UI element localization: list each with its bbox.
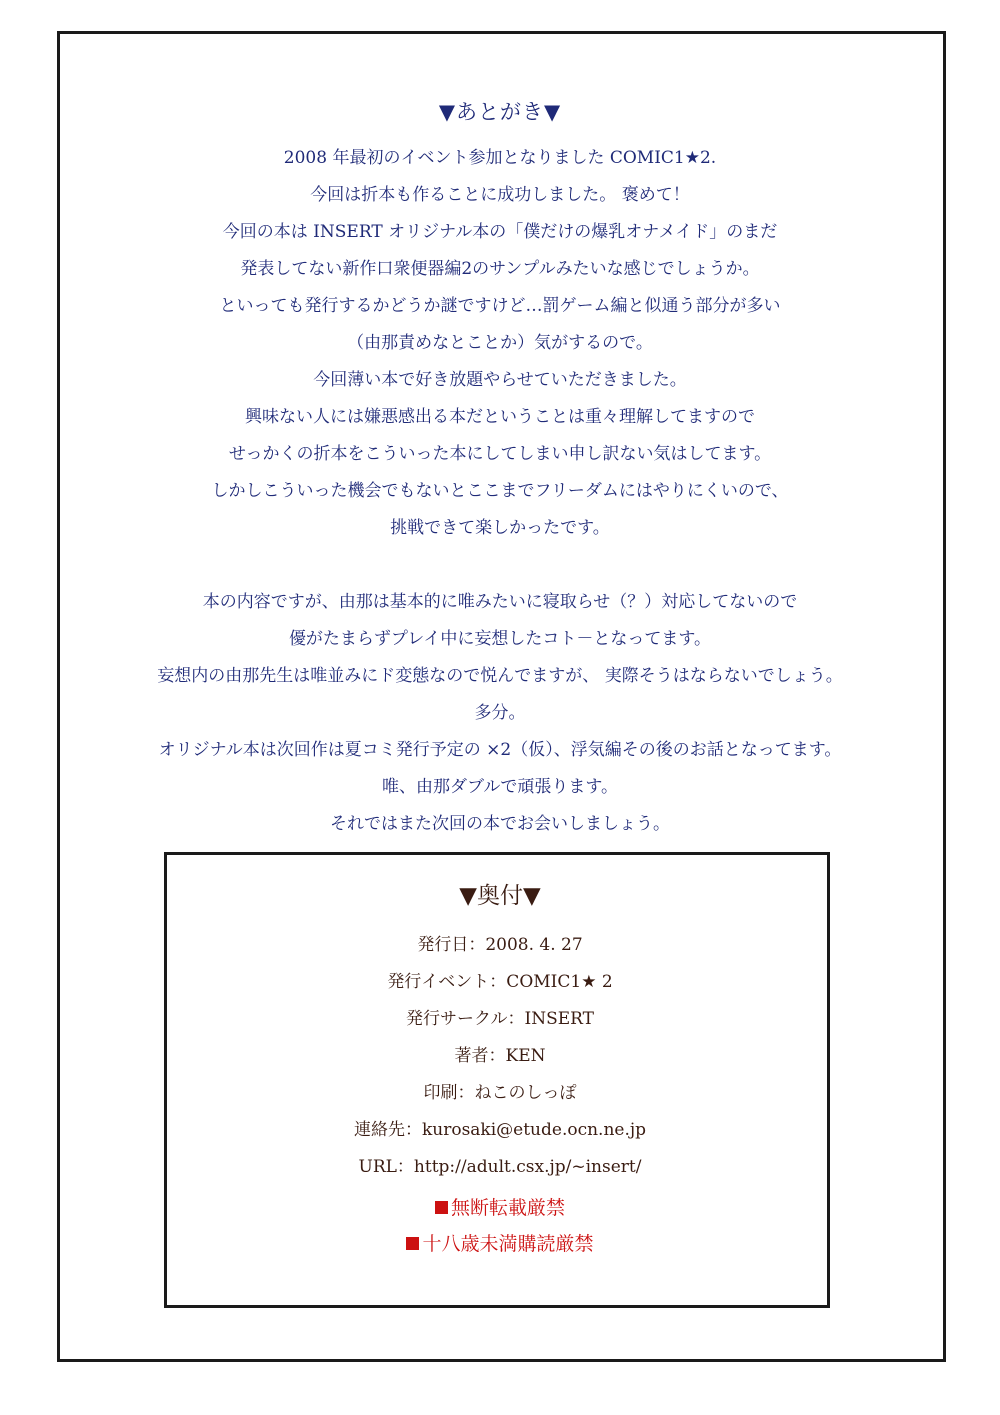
afterword-line: （由那責めなとことか）気がするので。 xyxy=(347,333,653,353)
paragraph-gap xyxy=(60,547,940,584)
afterword-line: オリジナル本は次回作は夏コミ発行予定の ×2（仮）、浮気編その後のお話となってます。 xyxy=(158,740,842,760)
afterword-body xyxy=(60,140,940,843)
afterword-line: 唯、由那ダブルで頑張ります。 xyxy=(382,777,618,797)
afterword-line: 挑戦できて楽しかったです。 xyxy=(390,518,610,538)
afterword-line: 本の内容ですが、由那は基本的に唯みたいに寝取らせ（？）対応してないので xyxy=(202,592,798,612)
warning-text: 十八歳未満購読厳禁 xyxy=(422,1233,594,1255)
warning-text: 無断転載厳禁 xyxy=(450,1197,565,1219)
afterword-line: 妄想内の由那先生は唯並みにド変態なので悦んでますが、 実際そうはならないでしょう。 xyxy=(157,666,843,686)
warnings xyxy=(0,1190,1000,1262)
afterword-line: せっかくの折本をこういった本にしてしまい申し訳ない気はしてます。 xyxy=(228,444,772,464)
colophon-contact: 連絡先：kurosaki@etude.ocn.ne.jp xyxy=(353,1120,647,1140)
afterword-line: 今回の本は INSERT オリジナル本の「僕だけの爆乳オナメイド」のまだ xyxy=(222,222,778,242)
afterword-line: それではまた次回の本でお会いしましょう。 xyxy=(330,814,670,834)
colophon-url: URL：http://adult.csx.jp/~insert/ xyxy=(358,1157,642,1177)
afterword-line: 優がたまらずプレイ中に妄想したコト－となってます。 xyxy=(288,629,712,649)
colophon-author: 著者：KEN xyxy=(454,1046,546,1066)
afterword-line: 今回は折本も作ることに成功しました。 褒めて！ xyxy=(310,185,690,205)
colophon-title: ▼奥付▼ xyxy=(459,883,541,909)
afterword-line: 興味ない人には嫌悪感出る本だということは重々理解してますので xyxy=(245,407,755,427)
colophon-circle: 発行サークル：INSERT xyxy=(406,1009,594,1029)
afterword-line: 多分。 xyxy=(474,703,526,723)
red-square-icon xyxy=(435,1201,448,1214)
afterword-line: といっても発行するかどうか謎ですけど…罰ゲーム編と似通う部分が多い xyxy=(219,296,781,316)
colophon-issue-date: 発行日：2008. 4. 27 xyxy=(417,935,583,955)
afterword-line: しかしこういった機会でもないとここまでフリーダムにはやりにくいので、 xyxy=(211,481,789,501)
colophon-printer: 印刷：ねこのしっぽ xyxy=(423,1083,577,1103)
warning-age-restriction xyxy=(0,1226,1000,1262)
colophon-event: 発行イベント：COMIC1★ 2 xyxy=(387,972,613,992)
afterword-line: 発表してない新作口衆便器編2のサンプルみたいな感じでしょうか。 xyxy=(240,259,760,279)
afterword-line: 今回薄い本で好き放題やらせていただきました。 xyxy=(313,370,687,390)
afterword-line: 2008 年最初のイベント参加となりました COMIC1★2. xyxy=(283,148,717,168)
colophon-list xyxy=(0,927,1000,1186)
red-square-icon xyxy=(406,1237,419,1250)
warning-no-reprint xyxy=(0,1190,1000,1226)
afterword-title: ▼あとがき▼ xyxy=(438,100,562,124)
